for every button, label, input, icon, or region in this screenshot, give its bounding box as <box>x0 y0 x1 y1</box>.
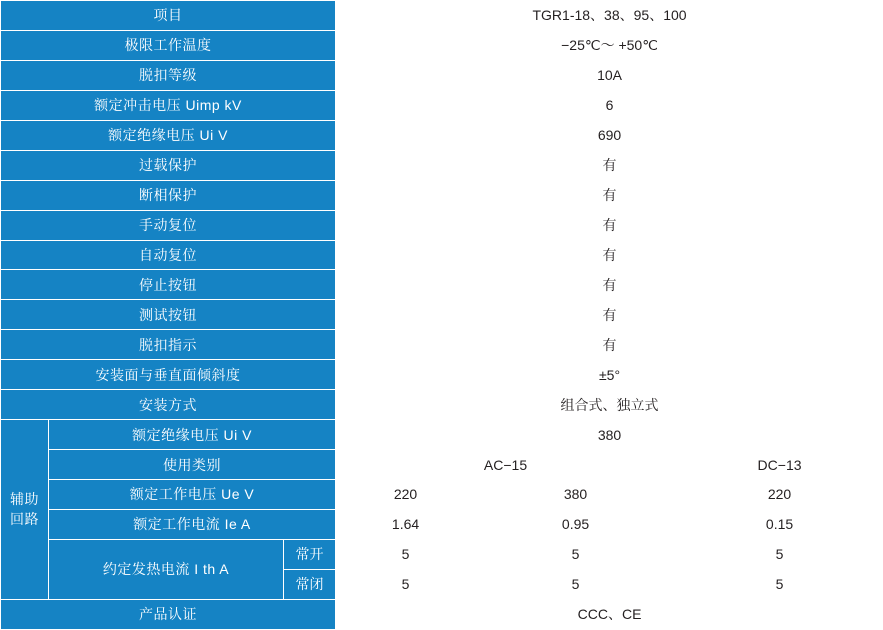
aux-thermal-no-value-1: 5 <box>336 539 476 569</box>
aux-current-value-2: 0.95 <box>476 509 676 539</box>
aux-usage-dc: DC−13 <box>676 450 883 480</box>
table-row-aux-voltage <box>1 480 883 510</box>
row-label: 自动复位 <box>1 240 336 270</box>
table-row <box>1 90 883 120</box>
table-row <box>1 270 883 300</box>
row-label: 测试按钮 <box>1 300 336 330</box>
aux-voltage-label: 额定工作电压 Ue V <box>49 480 336 510</box>
table-row <box>1 360 883 390</box>
aux-thermal-nc-value-3: 5 <box>676 569 883 599</box>
aux-current-value-3: 0.15 <box>676 509 883 539</box>
table-row-aux-thermal-no <box>1 539 883 569</box>
table-row <box>1 120 883 150</box>
aux-thermal-nc-value-2: 5 <box>476 569 676 599</box>
table-row <box>1 390 883 420</box>
table-row-aux-usage <box>1 450 883 480</box>
table-row <box>1 240 883 270</box>
row-label: 脱扣等级 <box>1 60 336 90</box>
aux-insulation-label: 额定绝缘电压 Ui V <box>49 420 336 450</box>
row-value: 组合式、独立式 <box>336 390 883 420</box>
row-label: 项目 <box>1 1 336 31</box>
certification-value: CCC、CE <box>336 599 883 629</box>
aux-voltage-value-3: 220 <box>676 480 883 510</box>
aux-thermal-nc-value-1: 5 <box>336 569 476 599</box>
aux-thermal-no-value-2: 5 <box>476 539 676 569</box>
table-row <box>1 300 883 330</box>
row-label: 极限工作温度 <box>1 30 336 60</box>
row-label: 额定冲击电压 Uimp kV <box>1 90 336 120</box>
row-value: 有 <box>336 180 883 210</box>
aux-thermal-label: 约定发热电流 I th A <box>49 539 284 599</box>
table-row <box>1 60 883 90</box>
table-row <box>1 30 883 60</box>
table-row-certification <box>1 599 883 629</box>
aux-current-value-1: 1.64 <box>336 509 476 539</box>
row-label: 安装方式 <box>1 390 336 420</box>
table-row <box>1 330 883 360</box>
table-row-aux-insulation <box>1 420 883 450</box>
row-label: 过载保护 <box>1 150 336 180</box>
row-label: 脱扣指示 <box>1 330 336 360</box>
aux-usage-ac: AC−15 <box>336 450 676 480</box>
row-label: 手动复位 <box>1 210 336 240</box>
aux-thermal-no-value-3: 5 <box>676 539 883 569</box>
aux-voltage-value-2: 380 <box>476 480 676 510</box>
row-value: 有 <box>336 330 883 360</box>
row-label: 额定绝缘电压 Ui V <box>1 120 336 150</box>
certification-label: 产品认证 <box>1 599 336 629</box>
table-row <box>1 150 883 180</box>
aux-thermal-nc-label: 常闭 <box>284 569 336 599</box>
aux-thermal-no-label: 常开 <box>284 539 336 569</box>
aux-insulation-value: 380 <box>336 420 883 450</box>
row-value: 6 <box>336 90 883 120</box>
row-value: 有 <box>336 270 883 300</box>
row-value: −25℃～ +50℃ <box>336 30 883 60</box>
row-label: 停止按钮 <box>1 270 336 300</box>
row-value: ±5° <box>336 360 883 390</box>
row-value: 690 <box>336 120 883 150</box>
table-row <box>1 1 883 31</box>
row-value: 有 <box>336 210 883 240</box>
row-value: 有 <box>336 300 883 330</box>
row-value: 有 <box>336 150 883 180</box>
row-value: TGR1-18、38、95、100 <box>336 1 883 31</box>
aux-group-label: 辅助回路 <box>1 420 49 600</box>
row-value: 有 <box>336 240 883 270</box>
aux-voltage-value-1: 220 <box>336 480 476 510</box>
aux-current-label: 额定工作电流 Ie A <box>49 509 336 539</box>
row-label: 安装面与垂直面倾斜度 <box>1 360 336 390</box>
row-label: 断相保护 <box>1 180 336 210</box>
row-value: 10A <box>336 60 883 90</box>
aux-usage-label: 使用类别 <box>49 450 336 480</box>
table-row <box>1 180 883 210</box>
table-row-aux-current <box>1 509 883 539</box>
table-row <box>1 210 883 240</box>
